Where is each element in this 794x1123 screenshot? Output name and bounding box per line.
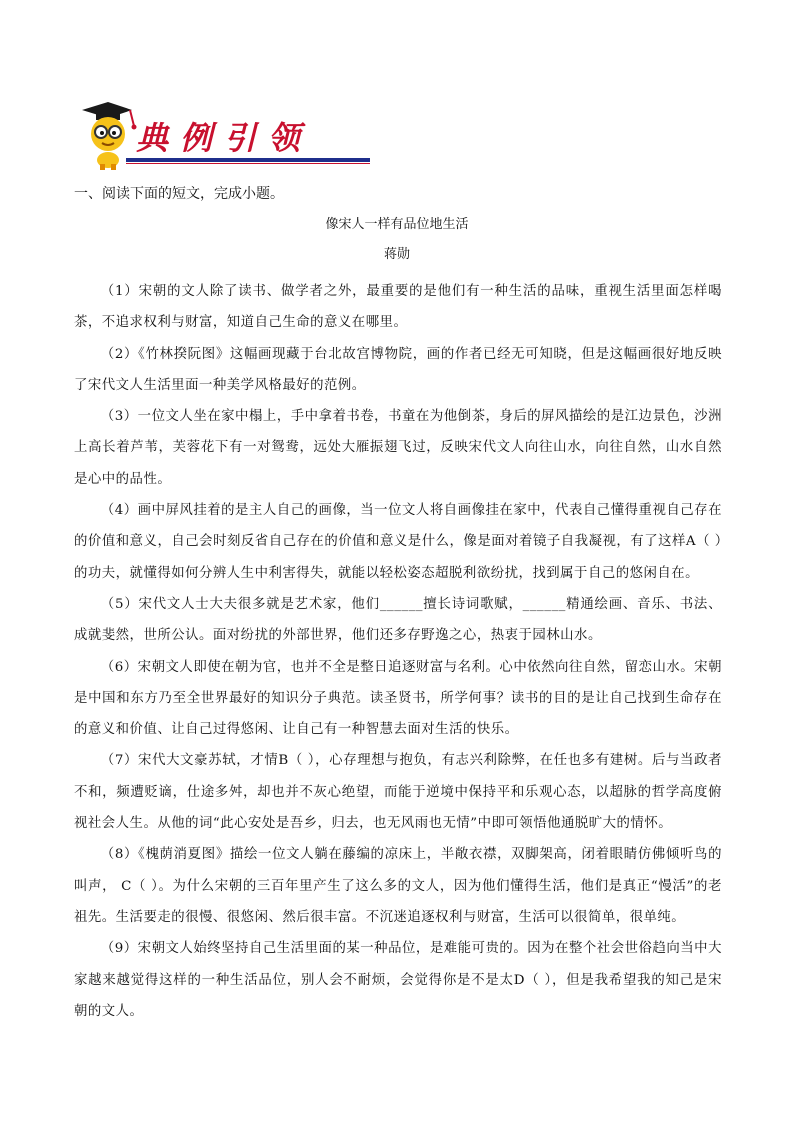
article-body [74, 276, 722, 1027]
paragraph-8: （8）《槐荫消夏图》描绘一位文人躺在藤编的凉床上，半敞衣襟，双脚架高，闭着眼睛仿佛倾听鸟的叫声， C（ ）。为什么宋朝的三百年里产生了这么多的文人，因为他们懂得生活，他们是真正“慢活”的老祖先。生活要走的很慢、很悠闲、然后很丰富。不沉迷追逐权利与财富，生活可以很简单，很单纯。 [74, 847, 722, 925]
banner-underline [126, 158, 370, 162]
paragraph-5: （5）宋代文人士大夫很多就是艺术家，他们______擅长诗词歌赋，______精通绘画、音乐、书法、成就斐然，世所公认。面对纷扰的外部世界，他们还多存野逸之心，热衷于园林山水。 [74, 596, 722, 644]
paragraph-7: （7）宋代大文豪苏轼，才情B（ ），心存理想与抱负，有志兴利除弊，在任也多有建树。后与当政者不和，频遭贬谪，仕途多舛，却也并不灰心绝望，而能于逆境中保持平和乐观心态，以超脉的哲学高度俯视社会人生。从他的词“此心安处是吾乡，归去，也无风雨也无情”中即可领悟他通脱旷大的情怀。 [74, 753, 722, 832]
paragraph-6: （6）宋朝文人即使在朝为官，也并不全是整日追逐财富与名利。心中依然向往自然，留恋山水。宋朝是中国和东方乃至全世界最好的知识分子典范。读圣贤书，所学何事？读书的目的是让自己找到生命存在的意义和价值、让自己过得悠闲、让自己有一种智慧去面对生活的快乐。 [74, 659, 722, 738]
question-instruction: 一、阅读下面的短文，完成小题。 [74, 186, 284, 202]
banner-title: 典例引领 [136, 119, 313, 157]
paragraph-1: （1）宋朝的文人除了读书、做学者之外，最重要的是他们有一种生活的品味，重视生活里面怎样喝茶，不追求权利与财富，知道自己生命的意义在哪里。 [74, 284, 722, 331]
section-header [74, 100, 313, 170]
paragraph-2: （2）《竹林揆阮图》这幅画现藏于台北故宫博物院，画的作者已经无可知晓，但是这幅画很好地反映了宋代文人生活里面一种美学风格最好的范例。 [74, 346, 722, 393]
article-title: 像宋人一样有品位地生活 [325, 217, 469, 232]
banner-underline-accent [126, 163, 370, 164]
article-author: 蒋勋 [383, 247, 410, 262]
paragraph-4: （4）画中屏风挂着的是主人自己的画像，当一位文人将自画像挂在家中，代表自己懂得重视自己存在的价值和意义，自己会时刻反省自己存在的价值和意义是什么，像是面对着镜子自我凝视，有了这样A（ ）的功夫，就懂得如何分辨人生中利害得失，就能以轻松姿态超脱利欲纷扰，找到属于自己的悠闲自在。 [74, 503, 722, 581]
paragraph-9: （9）宋朝文人始终坚持自己生活里面的某一种品位，是难能可贵的。因为在整个社会世俗趋向当中大家越来越觉得这样的一种生活品位，别人会不耐烦，会觉得你是不是太D（ ），但是我希望我的知己是宋朝的文人。 [74, 941, 722, 1019]
paragraph-3: （3）一位文人坐在家中榻上，手中拿着书卷，书童在为他倒茶，身后的屏风描绘的是江边景色，沙洲上高长着芦苇，芙蓉花下有一对鸳鸯，远处大雁振翅飞过，反映宋代文人向往山水，向往自然，山水自然是心中的品性。 [74, 409, 722, 487]
